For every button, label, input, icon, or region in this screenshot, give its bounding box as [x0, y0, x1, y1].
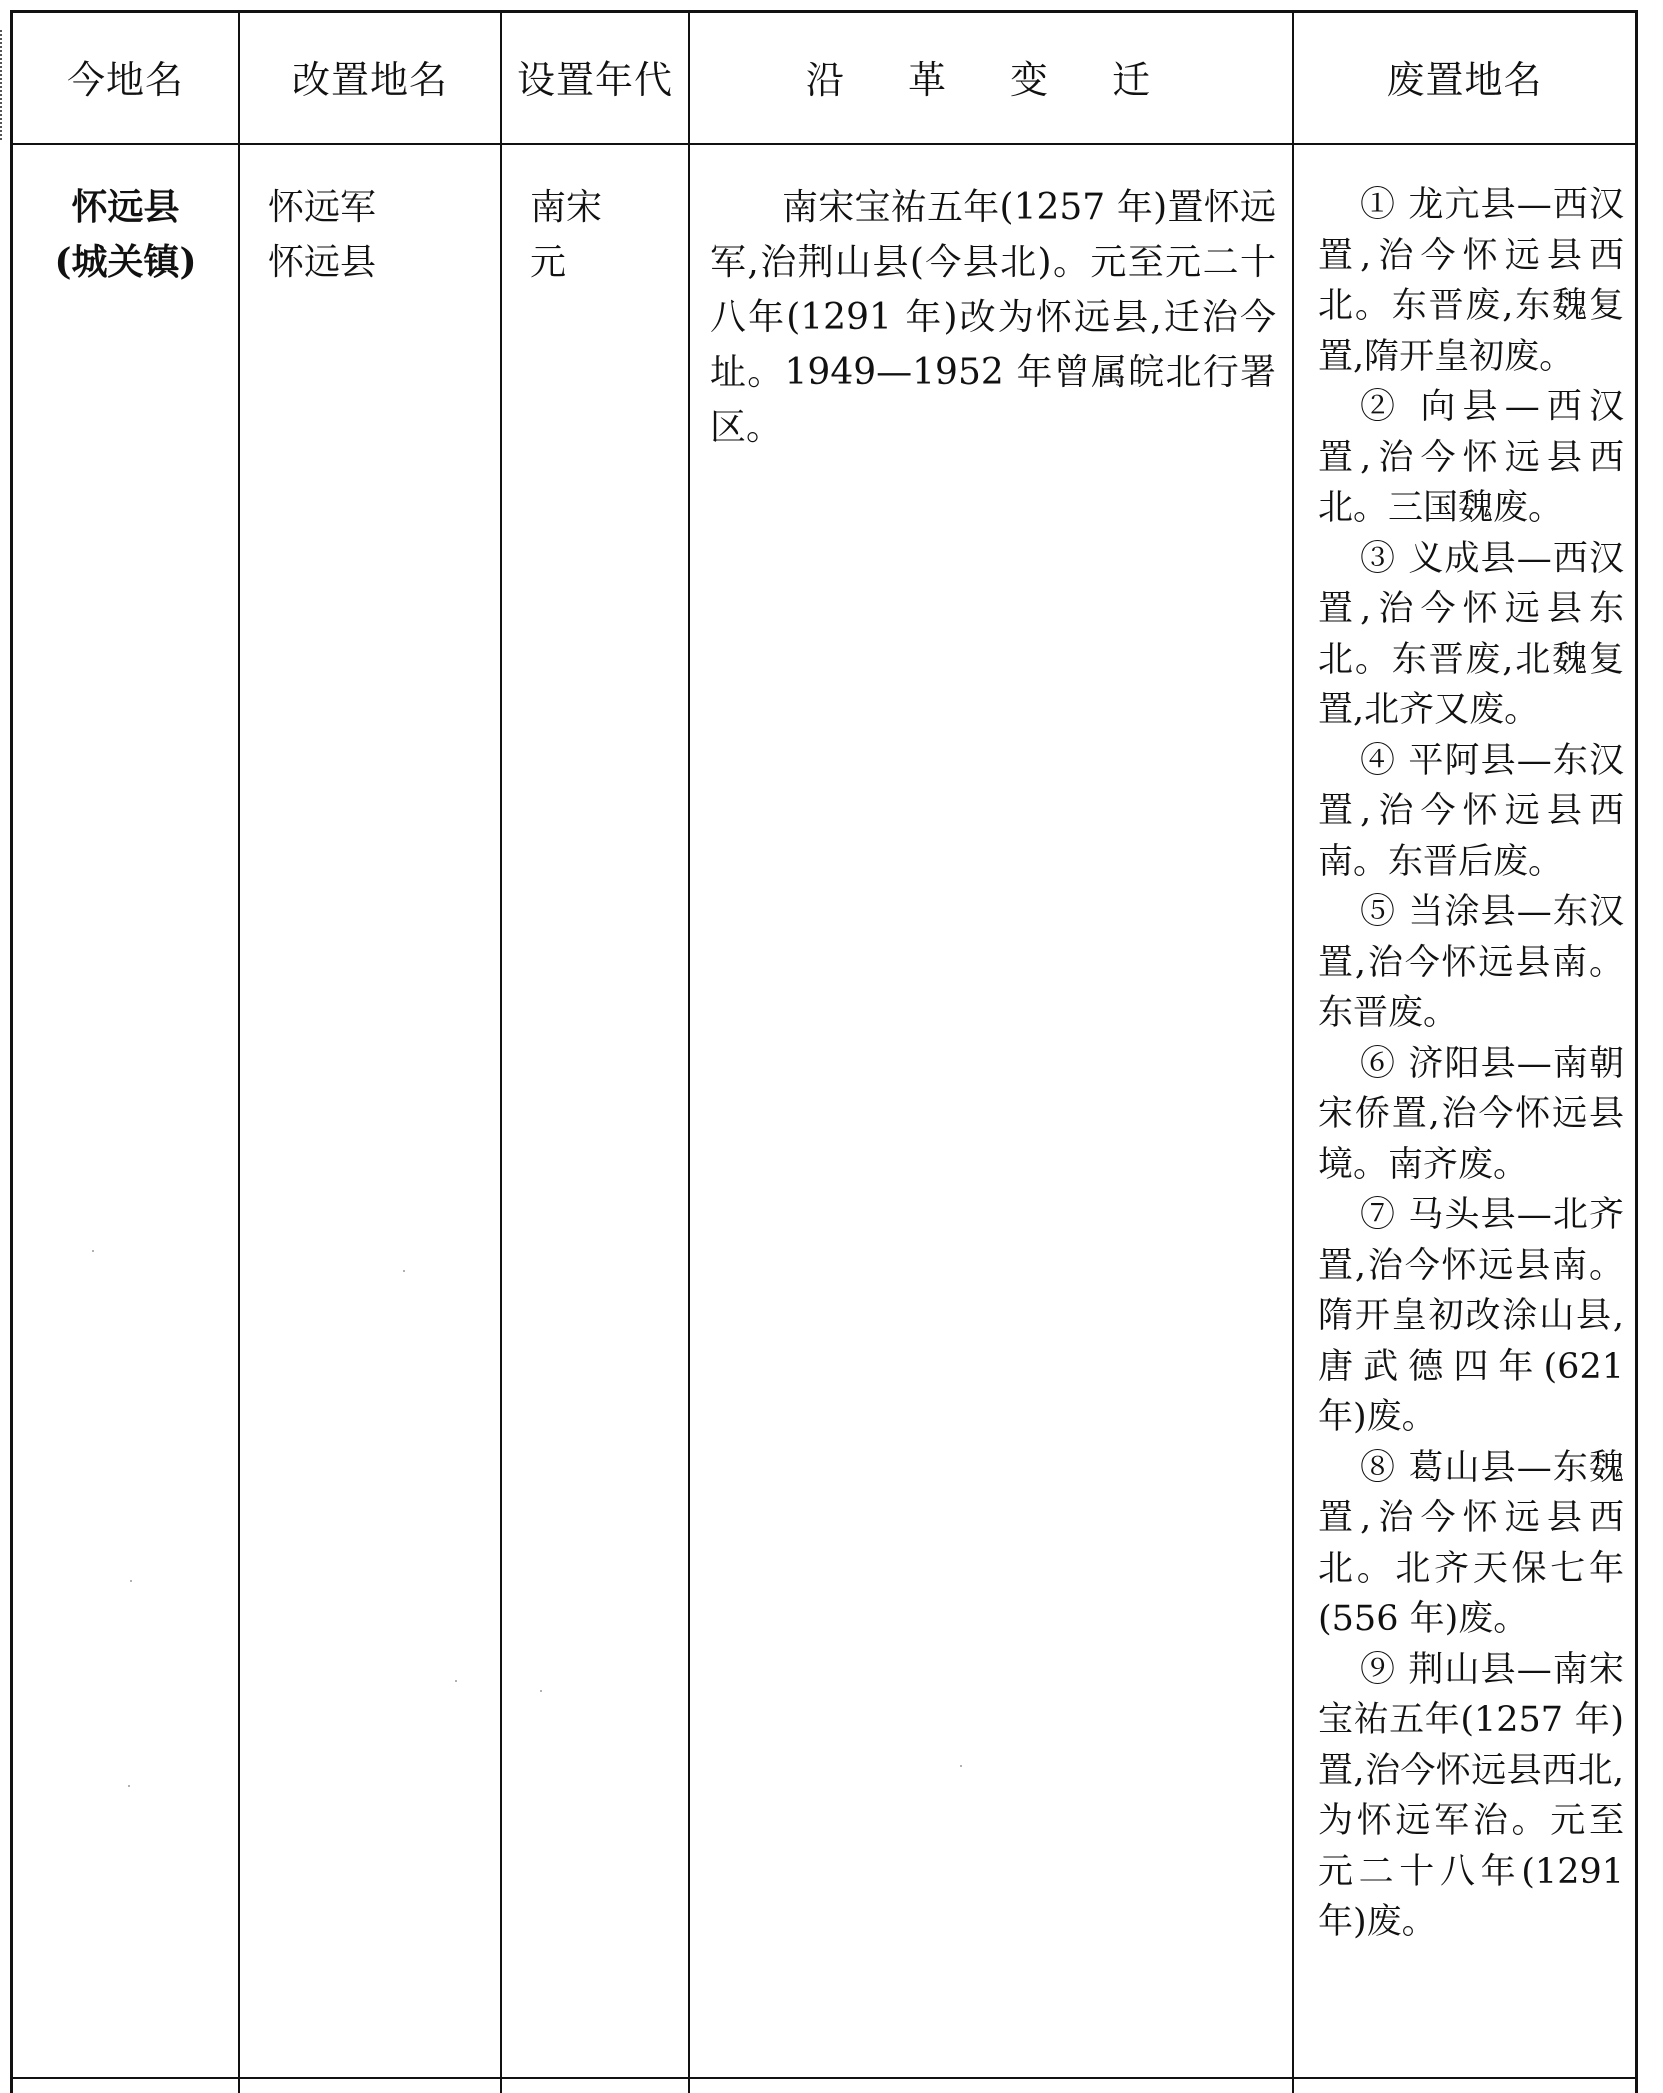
current-name-sub: (城关镇): [54, 241, 197, 283]
cell-current-name: [13, 180, 238, 290]
abolished-entry: ② 向县—西汉置,治今怀远县西北。三国魏废。: [1318, 387, 1624, 528]
abolished-entry: ⑥ 济阳县—南朝宋侨置,治今怀远县境。南齐废。: [1318, 1043, 1624, 1185]
scan-speck: [403, 1270, 405, 1272]
column-divider-3: [688, 10, 690, 2093]
cell-renamed: [268, 180, 488, 290]
abolished-entry: ⑦ 马头县—北齐置,治今怀远县南。隋开皇初改涂山县,唐武德四年(621 年)废。: [1318, 1195, 1624, 1437]
column-divider-4: [1292, 10, 1294, 2093]
row-bottom-rule: [10, 2077, 1638, 2079]
current-name: 怀远县: [71, 186, 180, 228]
abolished-entry: ⑨ 荆山县—南宋宝祐五年(1257 年)置,治今怀远县西北,为怀远军治。元至元二十八年(1291 年)废。: [1318, 1649, 1624, 1942]
column-divider-1: [238, 10, 240, 2093]
scan-speck: [455, 1680, 457, 1682]
header-history: 沿 革 变 迁: [805, 58, 1177, 102]
scan-speck: [92, 1250, 94, 1252]
header-abolished: 废置地名: [1386, 58, 1543, 102]
scan-speck: [128, 1785, 130, 1787]
abolished-entry: ⑧ 葛山县—东魏置,治今怀远县西北。北齐天保七年(556 年)废。: [1318, 1447, 1624, 1639]
renamed-item: 怀远军: [268, 187, 377, 228]
scan-speck: [960, 1765, 962, 1767]
column-divider-2: [500, 10, 502, 2093]
table-right-border: [1635, 10, 1638, 2093]
cell-abolished: [1318, 180, 1624, 1948]
table-left-border: [10, 10, 13, 2093]
header-era: 设置年代: [516, 58, 673, 102]
cell-history: [710, 180, 1276, 455]
header-renamed: 改置地名: [291, 58, 448, 102]
era-item: 元: [530, 242, 567, 283]
abolished-entry: ⑤ 当涂县—东汉置,治今怀远县南。东晋废。: [1318, 892, 1624, 1033]
history-text: 南宋宝祐五年(1257 年)置怀远军,治荆山县(今县北)。元至元二十八年(1291 年)改为怀远县,迁治今址。1949—1952 年曾属皖北行署区。: [710, 187, 1276, 448]
renamed-item: 怀远县: [268, 242, 377, 283]
header-current-name: 今地名: [66, 58, 184, 102]
header-bottom-rule: [10, 143, 1638, 145]
era-item: 南宋: [530, 187, 603, 228]
cell-era: [530, 180, 680, 290]
scan-speck: [540, 1690, 542, 1692]
scan-speck: [130, 1580, 132, 1582]
abolished-entry: ① 龙亢县—西汉置,治今怀远县西北。东晋废,东魏复置,隋开皇初废。: [1318, 185, 1624, 377]
abolished-entry: ④ 平阿县—东汉置,治今怀远县西南。东晋后废。: [1318, 740, 1624, 882]
abolished-entry: ③ 义成县—西汉置,治今怀远县东北。东晋废,北魏复置,北齐又废。: [1318, 538, 1624, 730]
left-margin-mark: [0, 30, 8, 140]
